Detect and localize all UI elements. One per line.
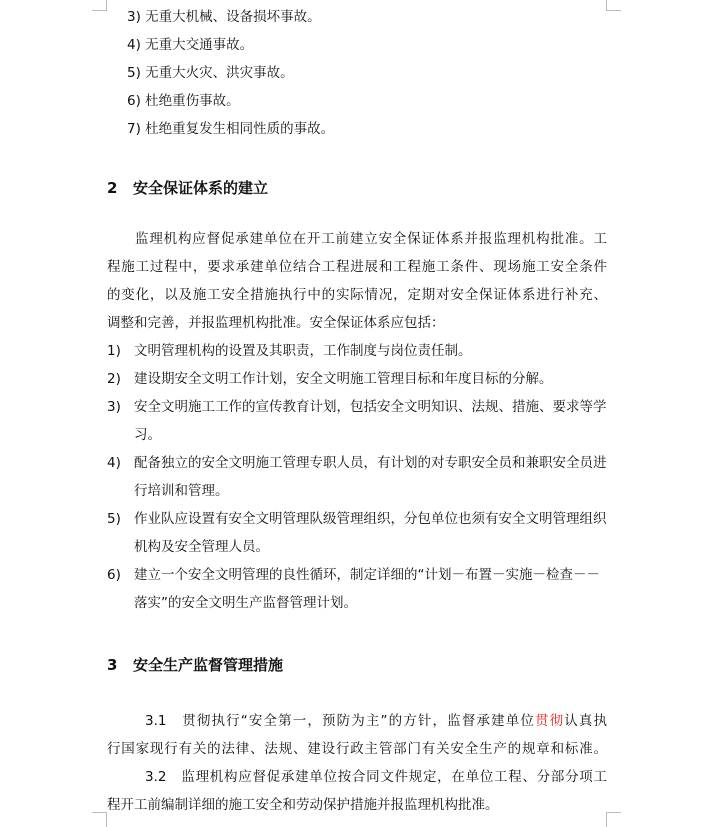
list-item: 3) 无重大机械、设备损坏事故。 [127, 9, 321, 25]
list-item: 7) 杜绝重复发生相同性质的事故。 [127, 121, 335, 137]
crop-mark [92, 812, 107, 827]
paragraph-line: 程施工过程中，要求承建单位结合工程进展和工程施工条件、现场施工安全条件 [107, 259, 607, 275]
paragraph-text: 3.1 贯彻执行“安全第一，预防为主”的方针，监督承建单位 [145, 713, 535, 729]
list-item [107, 337, 607, 365]
list-marker: 5) [107, 511, 121, 527]
list-item: 6) 杜绝重伤事故。 [127, 93, 240, 109]
paragraph-line [145, 711, 607, 731]
list-marker: 4) [107, 455, 121, 471]
paragraph-line: 程开工前编制详细的施工安全和劳动保护措施并报监理机构批准。 [107, 797, 499, 813]
list-marker: 2) [107, 371, 121, 387]
section-title: 安全生产监督管理措施 [133, 656, 284, 674]
section-heading [107, 654, 283, 675]
crop-mark [606, 812, 621, 827]
list-item [107, 561, 607, 617]
list-item [107, 449, 607, 505]
paragraph-line: 的变化，以及施工安全措施执行中的实际情况，定期对安全保证体系进行补充、 [107, 287, 607, 303]
list-text: 作业队应设置有安全文明管理队级管理组织，分包单位也须有安全文明管理组织机构及安全管理人员。 [134, 511, 607, 555]
list-text: 文明管理机构的设置及其职责，工作制度与岗位责任制。 [134, 343, 472, 359]
paragraph-line: 调整和完善，并报监理机构批准。安全保证体系应包括： [107, 315, 445, 331]
list-marker: 1) [107, 343, 121, 359]
list-item: 5) 无重大火灾、洪灾事故。 [127, 65, 294, 81]
section-number: 2 [107, 179, 118, 197]
section-number: 3 [107, 656, 118, 674]
section-title: 安全保证体系的建立 [133, 179, 269, 197]
list-marker: 6) [107, 567, 121, 583]
paragraph-line: 3.2 监理机构应督促承建单位按合同文件规定，在单位工程、分部分项工 [145, 769, 607, 785]
list-item: 4) 无重大交通事故。 [127, 37, 254, 53]
list-marker: 3) [107, 399, 121, 415]
list-text: 建设期安全文明工作计划，安全文明施工管理目标和年度目标的分解。 [134, 371, 553, 387]
highlighted-text: 贯彻 [534, 713, 565, 729]
paragraph-line: 行国家现行有关的法律、法规、建设行政主管部门有关安全生产的规章和标准。 [107, 741, 607, 757]
section-heading [107, 177, 268, 198]
list-text: 安全文明施工工作的宣传教育计划，包括安全文明知识、法规、措施、要求等学习。 [134, 399, 607, 443]
paragraph-line: 监理机构应督促承建单位在开工前建立安全保证体系并报监理机构批准。工 [135, 231, 607, 247]
list-text: 建立一个安全文明管理的良性循环，制定详细的“计划－布置－实施－检查－－落实”的安全文明生产监督管理计划。 [134, 567, 600, 611]
list-item [107, 365, 607, 393]
list-text: 配备独立的安全文明施工管理专职人员，有计划的对专职安全员和兼职安全员进行培训和管理。 [134, 455, 607, 499]
paragraph-text: 认真执 [564, 713, 607, 729]
list-item [107, 393, 607, 449]
crop-mark [92, 0, 107, 11]
list-item [107, 505, 607, 561]
